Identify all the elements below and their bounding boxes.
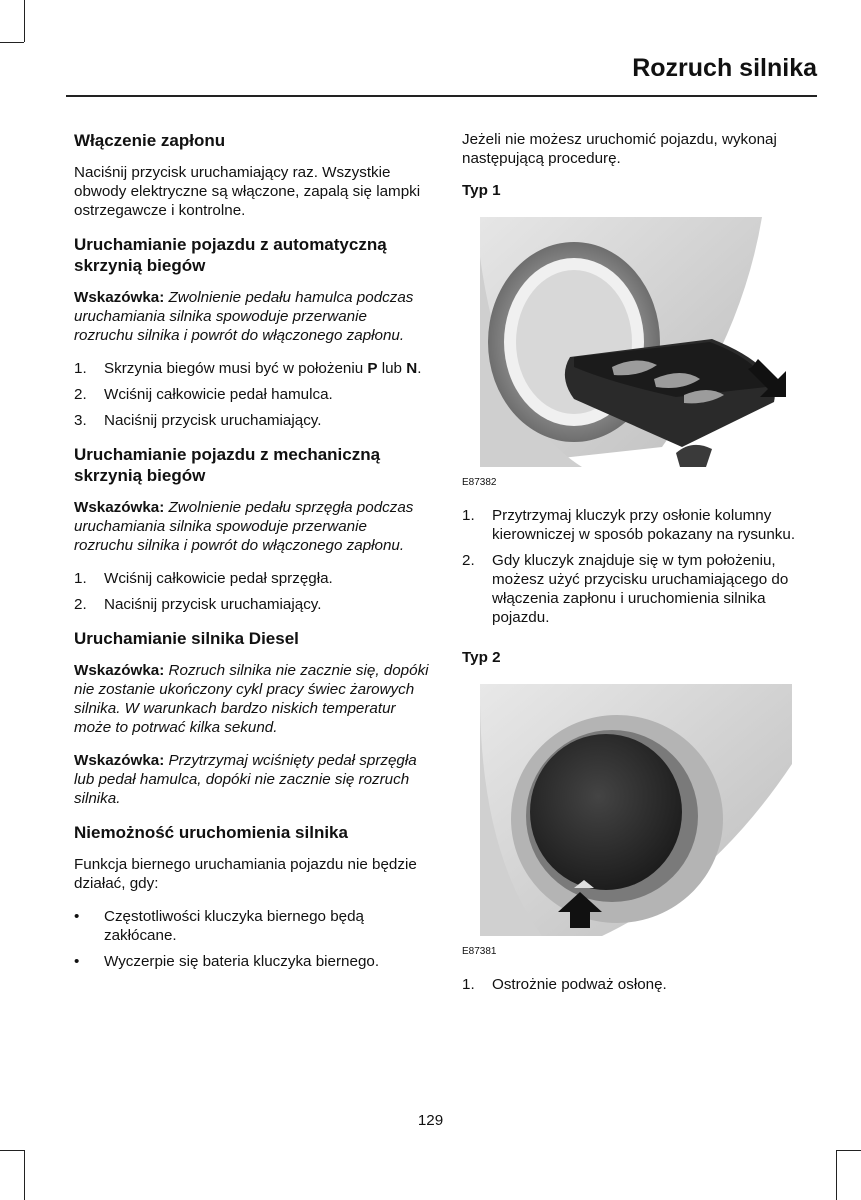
gear-n: N [406, 360, 418, 377]
item-number: 1. [74, 570, 87, 587]
item-number: 2. [74, 596, 87, 613]
crop-mark [836, 1150, 861, 1151]
list-item [462, 551, 818, 627]
item-number: 1. [462, 507, 475, 524]
heading-automatic: Uruchamianie pojazdu z automatyczną skrzynią biegów [74, 235, 387, 275]
bullet-icon: • [74, 908, 80, 925]
bullet-list [74, 907, 430, 971]
heading-manual: Uruchamianie pojazdu z mechaniczną skrzynią biegów [74, 445, 381, 485]
crop-mark [24, 1150, 25, 1200]
note [74, 661, 430, 737]
note-label: Wskazówka: [74, 289, 165, 306]
steps-list [74, 359, 430, 430]
paragraph: Naciśnij przycisk uruchamiający raz. Wszystkie obwody elektryczne są włączone, zapalą się lampki ostrzegawcze i kontrolne. [74, 164, 421, 219]
item-text: Wyczerpie się bateria kluczyka biernego. [104, 953, 380, 970]
list-item [462, 975, 818, 994]
item-text: . [417, 360, 422, 377]
item-text: Gdy kluczyk znajduje się w tym położeniu, możesz użyć przycisku uruchamiającego do włączenia zapłonu i uruchomienia silnika pojazdu. [492, 552, 789, 626]
item-text: Wciśnij całkowicie pedał hamulca. [104, 386, 333, 403]
crop-mark [0, 1150, 24, 1151]
item-text: lub [377, 360, 407, 377]
item-text: Wciśnij całkowicie pedał sprzęgła. [104, 570, 333, 587]
gear-p: P [367, 360, 378, 377]
crop-mark [24, 0, 25, 42]
left-column [74, 130, 430, 985]
item-number: 2. [74, 386, 87, 403]
list-item [74, 952, 430, 971]
heading-diesel: Uruchamianie silnika Diesel [74, 629, 299, 648]
item-text: Przytrzymaj kluczyk przy osłonie kolumny kierowniczej w sposób pokazany na rysunku. [492, 507, 796, 543]
figure-label: E87382 [462, 477, 497, 488]
list-item [74, 411, 430, 430]
page-title: Rozruch silnika [632, 54, 817, 82]
paragraph: Funkcja biernego uruchamiania pojazdu nie będzie działać, gdy: [74, 856, 417, 892]
list-item [74, 359, 430, 378]
heading-cannot-start: Niemożność uruchomienia silnika [74, 823, 348, 842]
list-item [74, 569, 430, 588]
note-text: Rozruch silnika nie zacznie się, dopóki nie zostanie ukończony cykl pracy świec żarowych silnika. W warunkach bardzo niskich temperatur może to potrwać kilka sekund. [74, 662, 429, 736]
note [74, 751, 430, 808]
figure-cover [462, 684, 798, 936]
crop-mark [836, 1150, 837, 1200]
note-label: Wskazówka: [74, 662, 165, 679]
crop-mark [0, 42, 24, 43]
key-fob-illustration [462, 217, 798, 467]
list-item [74, 595, 430, 614]
list-item [74, 385, 430, 404]
title-rule [66, 95, 817, 97]
steps-list [74, 569, 430, 614]
item-text: Ostrożnie podważ osłonę. [492, 976, 667, 993]
list-item [462, 506, 818, 544]
note-label: Wskazówka: [74, 752, 165, 769]
item-text: Częstotliwości kluczyka biernego będą zakłócane. [104, 908, 365, 944]
note [74, 288, 430, 345]
note-text: Zwolnienie pedału sprzęgła podczas uruchamiania silnika spowoduje przerwanie rozruchu silnika i powrót do włączonego zapłonu. [74, 499, 414, 554]
note [74, 498, 430, 555]
item-text: Naciśnij przycisk uruchamiający. [104, 412, 322, 429]
note-text: Zwolnienie pedału hamulca podczas uruchamiania silnika spowoduje przerwanie rozruchu silnika i powrót do włączonego zapłonu. [74, 289, 414, 344]
page-number: 129 [417, 1112, 444, 1129]
item-number: 2. [462, 552, 475, 569]
item-text: Naciśnij przycisk uruchamiający. [104, 596, 322, 613]
right-column [462, 130, 818, 1008]
paragraph: Jeżeli nie możesz uruchomić pojazdu, wykonaj następującą procedurę. [462, 131, 777, 167]
list-item [74, 907, 430, 945]
figure-label: E87381 [462, 946, 497, 957]
figure-key-fob [462, 217, 798, 467]
item-number: 1. [462, 976, 475, 993]
note-text: Przytrzymaj wciśnięty pedał sprzęgła lub pedał hamulca, dopóki nie zacznie się rozruch silnika. [74, 752, 417, 807]
type-2-label: Typ 2 [462, 649, 501, 666]
steps-list [462, 975, 818, 994]
heading-ignition: Włączenie zapłonu [74, 131, 226, 150]
item-number: 1. [74, 360, 87, 377]
note-label: Wskazówka: [74, 499, 165, 516]
item-number: 3. [74, 412, 87, 429]
steps-list [462, 506, 818, 627]
cover-illustration [462, 684, 798, 936]
bullet-icon: • [74, 953, 80, 970]
type-1-label: Typ 1 [462, 182, 501, 199]
item-text: Skrzynia biegów musi być w położeniu [104, 360, 368, 377]
